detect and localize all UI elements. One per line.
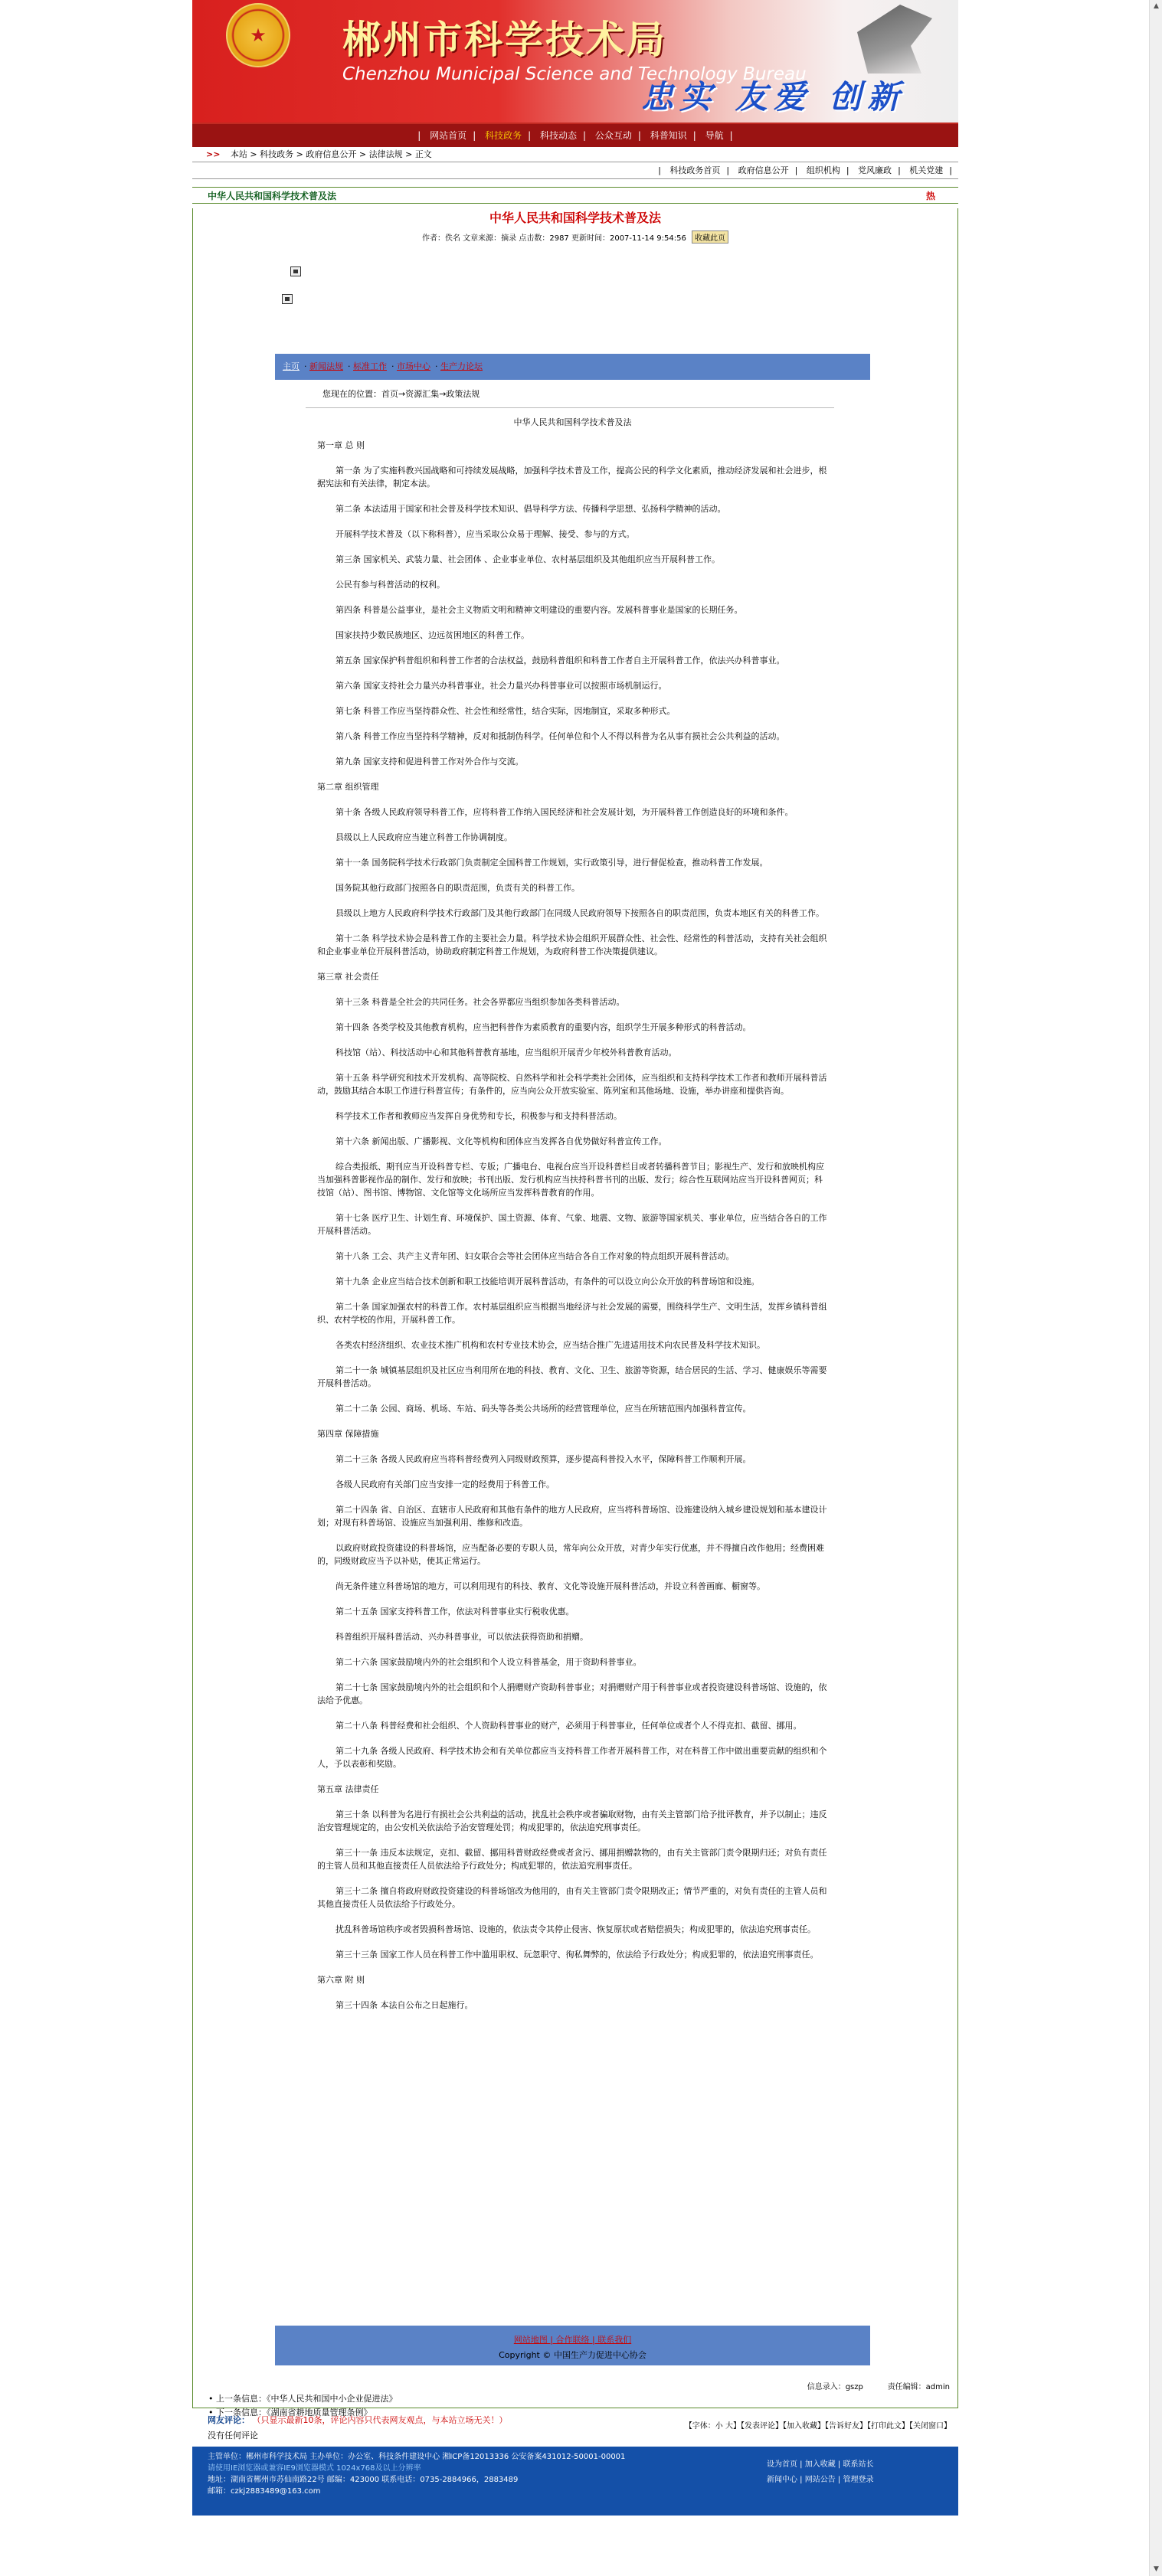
hot-badge: 热 bbox=[925, 191, 935, 201]
article-meta bbox=[193, 230, 957, 244]
doc-copyright: Copyright © 中国生产力促进中心协会 bbox=[499, 2350, 646, 2360]
breadcrumb-info[interactable]: 政府信息公开 bbox=[306, 149, 357, 159]
law-chapter-heading: 第三章 社会责任 bbox=[317, 972, 379, 982]
law-article-paragraph: 第七条 科普工作应当坚持群众性、社会性和经常性，结合实际，因地制宜，采取多种形式。 bbox=[336, 706, 676, 716]
page-wrapper bbox=[192, 0, 958, 2516]
law-article-paragraph: 第一条 为了实施科教兴国战略和可持续发展战略，加强科学技术普及工作，提高公民的科学文化素质，推动经济发展和社会进步，根据宪法和有关法律，制定本法。 bbox=[317, 466, 827, 489]
statue-image bbox=[836, 5, 943, 74]
nav-gov-affairs[interactable]: 科技政务 bbox=[485, 130, 522, 141]
divider bbox=[306, 407, 834, 408]
law-article-paragraph: 第十一条 国务院科学技术行政部门负责制定全国科普工作规划，实行政策引导，进行督促检查，推动科普工作发展。 bbox=[336, 858, 768, 868]
article-meta-text: 作者：佚名 文章来源：摘录 点击数：2987 更新时间：2007-11-14 9:54:56 bbox=[421, 234, 686, 243]
law-article-paragraph: 第二十七条 国家鼓励境内外的社会组织和个人捐赠财产资助科普事业；对捐赠财产用于科普事业或者投资建设科普场馆、设施的，依法给予优惠。 bbox=[317, 1682, 827, 1705]
law-article-paragraph: 第三十一条 违反本法规定，克扣、截留、挪用科普财政经费或者贪污、挪用捐赠款物的，由有关主管部门责令限期归还；对负有责任的主管人员和其他直接责任人员依法给予行政处分；构成犯罪的，依法追究刑事责任。 bbox=[317, 1848, 827, 1871]
law-article-paragraph: 第十三条 科普是全社会的共同任务。社会各界都应当组织参加各类科普活动。 bbox=[336, 997, 625, 1007]
nav-news[interactable]: 科技动态 bbox=[539, 130, 577, 141]
footer-line-1: 主管单位：郴州市科学技术局 主办单位：办公室、科技条件建设中心 湘ICP备12013336 公安备案431012-50001-00001 bbox=[208, 2453, 626, 2461]
law-article-paragraph: 第二十八条 科普经费和社会组织、个人资助科普事业的财产，必须用于科普事业，任何单位或者个人不得克扣、截留、挪用。 bbox=[336, 1721, 802, 1731]
law-body bbox=[317, 439, 830, 2012]
site-slogan: 忠实 友爱 创新 bbox=[641, 78, 906, 116]
law-article-paragraph: 国家扶持少数民族地区、边远贫困地区的科普工作。 bbox=[336, 630, 529, 640]
law-article-paragraph: 第二十五条 国家支持科普工作，依法对科普事业实行税收优惠。 bbox=[336, 1607, 574, 1617]
law-article-paragraph: 第十条 各级人民政府领导科普工作，应将科普工作纳入国民经济和社会发展计划，为开展科普工作创造良好的环境和条件。 bbox=[336, 807, 794, 817]
law-article-paragraph: 第二十一条 城镇基层组织及社区应当利用所在地的科技、教育、文化、卫生、旅游等资源，结合居民的生活、学习、健康娱乐等需要开展科普活动。 bbox=[317, 1365, 827, 1388]
law-article-paragraph: 各级人民政府有关部门应当安排一定的经费用于科普工作。 bbox=[336, 1479, 555, 1489]
law-article-paragraph: 第十二条 科学技术协会是科普工作的主要社会力量。科学技术协会组织开展群众性、社会性、经常性的科普活动，支持有关社会组织和企业事业单位开展科普活动，协助政府制定科普工作规划，为政府科普工作决策提供建议。 bbox=[317, 933, 827, 956]
footer-line-2: 请使用IE浏览器或兼容IE9浏览器模式 1024x768及以上分辨率 bbox=[208, 2464, 421, 2473]
editor-name: gszp bbox=[845, 2383, 863, 2391]
subnav-party[interactable]: 机关党建 bbox=[909, 165, 944, 175]
broken-image-icon bbox=[290, 266, 301, 276]
footer-links-row-2[interactable]: 新闻中心 | 网站公告 | 管理登录 bbox=[767, 2476, 874, 2484]
law-article-paragraph: 第二十四条 省、自治区、直辖市人民政府和其他有条件的地方人民政府，应当将科普场馆、设施建设纳入城乡建设规划和基本建设计划；对现有科普场馆、设施应当加强利用、维修和改造。 bbox=[317, 1505, 827, 1528]
breadcrumb-law[interactable]: 法律法规 bbox=[368, 149, 403, 159]
breadcrumb-current: 正文 bbox=[414, 149, 432, 159]
sub-nav: | 科技政务首页 | 政府信息公开 | 组织机构 | 党风廉政 | 机关党建 | bbox=[192, 162, 958, 179]
next-link[interactable]: 《湖南省耕地质量管理条例》 bbox=[267, 2408, 372, 2417]
site-banner bbox=[192, 0, 958, 123]
prev-item: • 上一条信息：《中华人民共和国中小企业促进法》 bbox=[208, 2394, 398, 2404]
law-article-paragraph: 科学技术工作者和教师应当发挥自身优势和专长，积极参与和支持科普活动。 bbox=[336, 1111, 622, 1121]
law-article-paragraph: 扰乱科普场馆秩序或者毁损科普场馆、设施的，依法责令其停止侵害、恢复原状或者赔偿损失；构成犯罪的，依法追究刑事责任。 bbox=[336, 1924, 816, 1934]
law-article-paragraph: 第二条 本法适用于国家和社会普及科学技术知识、倡导科学方法、传播科学思想、弘扬科学精神的活动。 bbox=[336, 504, 726, 514]
law-chapter-heading: 第二章 组织管理 bbox=[317, 782, 379, 792]
law-article-paragraph: 县级以上人民政府应当建立科普工作协调制度。 bbox=[336, 832, 512, 842]
site-title-cn: 郴州市科学技术局 bbox=[342, 17, 667, 62]
chief-editor-name: admin bbox=[925, 2383, 950, 2391]
footer-links-row-1[interactable]: 设为首页 | 加入收藏 | 联系站长 bbox=[767, 2460, 874, 2469]
law-article-paragraph: 第十七条 医疗卫生、计划生育、环境保护、国土资源、体育、气象、地震、文物、旅游等国家机关、事业单位，应当结合各自的工作开展科普活动。 bbox=[317, 1213, 827, 1236]
article-title: 中华人民共和国科学技术普及法 bbox=[489, 211, 661, 225]
law-article-paragraph: 第三十条 以科普为名进行有损社会公共利益的活动，扰乱社会秩序或者骗取财物，由有关主管部门给予批评教育，并予以制止；违反治安管理规定的，由公安机关依法给予治安管理处罚；构成犯罪的，依法追究刑事责任。 bbox=[317, 1809, 827, 1832]
site-title-en: Chenzhou Municipal Science and Technology Bureau bbox=[342, 64, 807, 84]
article-toolbar[interactable]: 【字体：小 大】【发表评论】【加入收藏】【告诉好友】【打印此文】【关闭窗口】 bbox=[684, 2422, 951, 2431]
broken-image-icon-2 bbox=[282, 294, 293, 304]
main-nav: | 网站首页 | 科技政务 | 科技动态 | 公众互动 | 科普知识 | 导航 | bbox=[192, 123, 958, 147]
prev-link[interactable]: 《中华人民共和国中小企业促进法》 bbox=[267, 2394, 398, 2404]
subnav-organization[interactable]: 组织机构 bbox=[806, 165, 840, 175]
section-header bbox=[192, 187, 958, 204]
subnav-gov-home[interactable]: 科技政务首页 bbox=[669, 165, 721, 175]
collect-button[interactable]: 收藏此页 bbox=[692, 230, 728, 244]
law-article-paragraph: 第九条 国家支持和促进科普工作对外合作与交流。 bbox=[336, 757, 524, 767]
law-article-paragraph: 第十六条 新闻出版、广播影视、文化等机构和团体应当发挥各自优势做好科普宣传工作。 bbox=[336, 1136, 667, 1146]
law-chapter-heading: 第六章 附 则 bbox=[317, 1975, 365, 1985]
nav-interaction[interactable]: 公众互动 bbox=[594, 130, 632, 141]
comments-note: （只显示最新10条，评论内容只代表网友观点，与本站立场无关！） bbox=[252, 2415, 508, 2425]
law-article-paragraph: 第二十二条 公园、商场、机场、车站、码头等各类公共场所的经营管理单位，应当在所辖范围内加强科普宣传。 bbox=[336, 1404, 751, 1414]
law-article-paragraph: 第八条 科普工作应当坚持科学精神，反对和抵制伪科学。任何单位和个人不得以科普为名从事有损社会公共利益的活动。 bbox=[336, 731, 785, 741]
law-article-paragraph: 第三十二条 擅自将政府财政投资建设的科普场馆改为他用的，由有关主管部门责令限期改正；情节严重的，对负有责任的主管人员和其他直接责任人员依法给予行政处分。 bbox=[317, 1886, 827, 1909]
doc-nav-news[interactable]: 新闻法规 bbox=[309, 361, 343, 371]
embedded-document bbox=[275, 354, 870, 2024]
law-chapter-heading: 第五章 法律责任 bbox=[317, 1784, 379, 1794]
law-article-paragraph: 第十五条 科学研究和技术开发机构、高等院校、自然科学和社会科学类社会团体，应当组织和支持科学技术工作者和教师开展科普活动，鼓励其结合本职工作进行科普宣传；有条件的，应当向公众开放实验室、陈列室和其他场地、设施，举办讲座和提供咨询。 bbox=[317, 1073, 827, 1096]
doc-location: 您现在的位置：首页→资源汇集→政策法规 bbox=[322, 389, 480, 399]
nav-guide[interactable]: 导航 bbox=[705, 130, 724, 141]
law-article-paragraph: 第二十六条 国家鼓励境内外的社会组织和个人设立科普基金，用于资助科普事业。 bbox=[336, 1657, 642, 1667]
law-article-paragraph: 第十九条 企业应当结合技术创新和职工技能培训开展科普活动，有条件的可以设立向公众开放的科普场馆和设施。 bbox=[336, 1277, 760, 1286]
law-article-paragraph: 第三十三条 国家工作人员在科普工作中滥用职权、玩忽职守、徇私舞弊的，依法给予行政处分；构成犯罪的，依法追究刑事责任。 bbox=[336, 1950, 819, 1960]
editor-info: 信息录入：gszp 责任编辑：admin bbox=[807, 2383, 950, 2391]
nav-home[interactable]: 网站首页 bbox=[430, 130, 467, 141]
subnav-clean-gov[interactable]: 党风廉政 bbox=[858, 165, 892, 175]
doc-nav-home[interactable]: 主页 bbox=[283, 361, 300, 371]
law-article-paragraph: 国务院其他行政部门按照各自的职责范围，负责有关的科普工作。 bbox=[336, 883, 580, 893]
law-article-paragraph: 第十八条 工会、共产主义青年团、妇女联合会等社会团体应当结合各自工作对象的特点组织开展科普活动。 bbox=[336, 1251, 735, 1261]
law-article-paragraph: 第十四条 各类学校及其他教育机构，应当把科普作为素质教育的重要内容，组织学生开展多种形式的科普活动。 bbox=[336, 1022, 751, 1032]
law-article-paragraph: 第二十条 国家加强农村的科普工作。农村基层组织应当根据当地经济与社会发展的需要，围绕科学生产、文明生活，发挥乡镇科普组织、农村学校的作用，开展科普工作。 bbox=[317, 1302, 827, 1325]
law-article-paragraph: 第四条 科普是公益事业，是社会主义物质文明和精神文明建设的重要内容。发展科普事业是国家的长期任务。 bbox=[336, 605, 743, 615]
subnav-info-public[interactable]: 政府信息公开 bbox=[738, 165, 789, 175]
doc-footer-links[interactable]: 网站地图 | 合作联络 | 联系我们 bbox=[513, 2335, 632, 2345]
law-article-paragraph: 综合类报纸、期刊应当开设科普专栏、专版；广播电台、电视台应当开设科普栏目或者转播科普节目；影视生产、发行和放映机构应当加强科普影视作品的制作、发行和放映；书刊出版、发行机构应当扶持科普书刊的出版、发行；综合性互联网站应当开设科普网页；科技馆（站）、图书馆、博物馆、文化馆等文化场所应当发挥科普教育的作用。 bbox=[317, 1162, 824, 1198]
footer-line-4: 邮箱：czkj2883489@163.com bbox=[208, 2487, 321, 2496]
footer-line-3: 地址：湖南省郴州市苏仙南路22号 邮编：423000 联系电话：0735-2884966，2883489 bbox=[208, 2476, 519, 2484]
law-article-paragraph: 各类农村经济组织、农业技术推广机构和农村专业技术协会，应当结合推广先进适用技术向农民普及科学技术知识。 bbox=[336, 1340, 765, 1350]
law-article-paragraph: 县级以上地方人民政府科学技术行政部门及其他行政部门在同级人民政府领导下按照各自的职责范围，负责本地区有关的科普工作。 bbox=[336, 908, 824, 918]
site-footer bbox=[192, 2447, 958, 2516]
law-article-paragraph: 公民有参与科普活动的权利。 bbox=[336, 580, 445, 590]
law-article-paragraph: 科技馆（站）、科技活动中心和其他科普教育基地，应当组织开展青少年校外科普教育活动。 bbox=[336, 1048, 677, 1058]
national-emblem-icon bbox=[226, 3, 290, 67]
law-article-paragraph: 以政府财政投资建设的科普场馆，应当配备必要的专职人员，常年向公众开放，对青少年实行优惠，并不得擅自改作他用；经费困难的，同级财政应当予以补贴，使其正常运行。 bbox=[317, 1543, 824, 1566]
vertical-scrollbar[interactable] bbox=[1149, 0, 1162, 2576]
breadcrumb-arrow-icon: >> bbox=[206, 149, 221, 159]
doc-nav-market[interactable]: 市场中心 bbox=[397, 361, 430, 371]
breadcrumb-gov[interactable]: 科技政务 bbox=[260, 149, 294, 159]
section-title: 中华人民共和国科学技术普及法 bbox=[208, 191, 337, 201]
law-article-paragraph: 第二十九条 各级人民政府、科学技术协会和有关单位都应当支持科普工作者开展科普工作，对在科普工作中做出重要贡献的组织和个人，予以表彰和奖励。 bbox=[317, 1746, 827, 1769]
law-chapter-heading: 第一章 总 则 bbox=[317, 440, 365, 450]
comments-label: 网友评论： bbox=[208, 2415, 250, 2425]
law-chapter-heading: 第四章 保障措施 bbox=[317, 1429, 379, 1439]
footer-links bbox=[767, 2457, 873, 2488]
nav-knowledge[interactable]: 科普知识 bbox=[650, 130, 687, 141]
law-article-paragraph: 第六条 国家支持社会力量兴办科普事业。社会力量兴办科普事业可以按照市场机制运行。 bbox=[336, 681, 667, 691]
law-article-paragraph: 尚无条件建立科普场馆的地方，可以利用现有的科技、教育、文化等设施开展科普活动，并设立科普画廊、橱窗等。 bbox=[336, 1581, 765, 1591]
doc-footer bbox=[275, 2326, 870, 2365]
law-article-paragraph: 第五条 国家保护科普组织和科普工作者的合法权益，鼓励科普组织和科普工作者自主开展科普工作，依法兴办科普事业。 bbox=[336, 655, 785, 665]
law-article-paragraph: 开展科学技术普及（以下称科普），应当采取公众易于理解、接受、参与的方式。 bbox=[336, 529, 635, 539]
scroll-down-icon[interactable]: ▼ bbox=[1154, 2565, 1159, 2573]
law-article-paragraph: 第二十三条 各级人民政府应当将科普经费列入同级财政预算，逐步提高科普投入水平，保障科普工作顺利开展。 bbox=[336, 1454, 751, 1464]
law-article-paragraph: 第三条 国家机关、武装力量、社会团体 、企业事业单位、农村基层组织及其他组织应当开展科普工作。 bbox=[336, 554, 720, 564]
breadcrumb-home[interactable]: 本站 bbox=[230, 149, 247, 159]
doc-title: 中华人民共和国科学技术普及法 bbox=[513, 417, 632, 427]
doc-nav-standards[interactable]: 标准工作 bbox=[353, 361, 387, 371]
law-article-paragraph: 科普组织开展科普活动、兴办科普事业，可以依法获得资助和捐赠。 bbox=[336, 1632, 588, 1642]
scroll-up-icon[interactable]: ▲ bbox=[1154, 2, 1159, 10]
emblem-star: ★ bbox=[250, 25, 267, 46]
doc-nav-bar: 主页 · 新闻法规 · 标准工作 · 市场中心 · 生产力论坛 bbox=[275, 354, 870, 380]
law-article-paragraph: 第三十四条 本法自公布之日起施行。 bbox=[336, 2000, 473, 2010]
doc-nav-forum[interactable]: 生产力论坛 bbox=[440, 361, 483, 371]
comments-empty: 没有任何评论 bbox=[208, 2431, 258, 2440]
next-item: • 下一条信息：《湖南省耕地质量管理条例》 bbox=[208, 2408, 372, 2417]
breadcrumb: >> 本站 > 科技政务 > 政府信息公开 > 法律法规 > 正文 bbox=[192, 147, 958, 162]
